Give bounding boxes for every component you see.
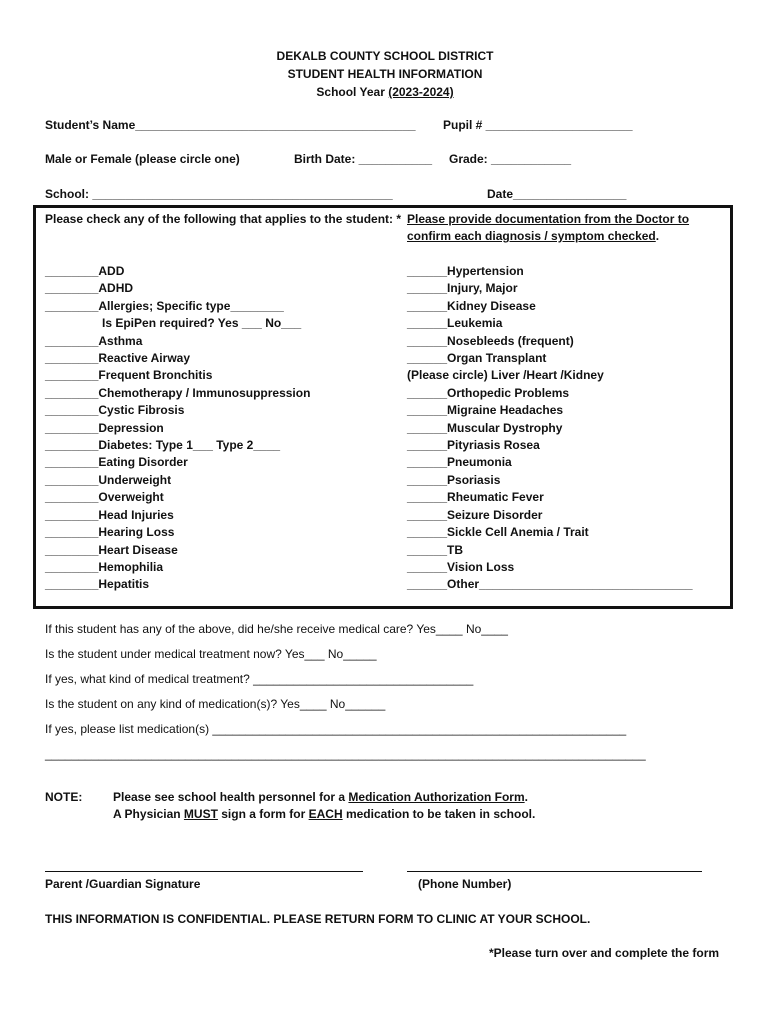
date-field[interactable]: Date_________________ <box>487 187 627 201</box>
condition-item[interactable]: ________Eating Disorder <box>45 455 188 470</box>
condition-item[interactable]: ______Muscular Dystrophy <box>407 420 563 435</box>
grade-field[interactable]: Grade: ____________ <box>449 152 572 166</box>
condition-item[interactable]: ______Pneumonia <box>407 455 512 470</box>
school-year <box>0 85 770 99</box>
condition-item[interactable]: ________Reactive Airway <box>45 351 190 366</box>
note-text: . <box>524 790 528 804</box>
condition-item[interactable]: ________ADD <box>45 264 125 278</box>
organ-circle-option[interactable]: (Please circle) Liver /Heart /Kidney <box>407 368 604 383</box>
condition-item[interactable]: ________Heart Disease <box>45 542 178 557</box>
medication-authorization-form-link[interactable]: Medication Authorization Form <box>348 790 525 804</box>
doc-note-period: . <box>655 229 660 243</box>
note-each: EACH <box>308 807 343 821</box>
condition-item[interactable]: ________Cystic Fibrosis <box>45 403 185 418</box>
condition-item[interactable]: ________Underweight <box>45 472 172 487</box>
conditions-left-column <box>45 263 310 594</box>
condition-item[interactable]: ________Overweight <box>45 490 164 505</box>
condition-item[interactable]: ________Frequent Bronchitis <box>45 368 213 383</box>
condition-item[interactable]: ______Injury, Major <box>407 281 518 296</box>
condition-item[interactable]: ______Orthopedic Problems <box>407 385 570 400</box>
condition-item[interactable]: ______Nosebleeds (frequent) <box>407 333 574 348</box>
condition-item[interactable]: ______Vision Loss <box>407 559 515 574</box>
doctor-documentation-note-line2 <box>407 229 659 243</box>
condition-item[interactable]: ______Leukemia <box>407 316 503 331</box>
condition-item[interactable]: ________Chemotherapy / Immunosuppression <box>45 385 311 400</box>
checklist-intro: Please check any of the following that applies to the student: * <box>45 212 402 226</box>
condition-item[interactable]: ______Seizure Disorder <box>407 507 543 522</box>
gender-field[interactable]: Male or Female (please circle one) <box>45 152 240 166</box>
doc-note-text: confirm each diagnosis / symptom checked <box>407 229 656 243</box>
phone-number-line[interactable] <box>407 871 702 872</box>
epipen-question[interactable]: Is EpiPen required? Yes ___ No___ <box>102 316 302 331</box>
note-line-1 <box>113 790 528 804</box>
medication-question[interactable]: Is the student on any kind of medication(s)? Yes____ No______ <box>45 697 386 711</box>
conditions-right-column <box>407 263 693 594</box>
note-text: Please see school health personnel for a <box>113 790 349 804</box>
condition-item[interactable]: ________Hepatitis <box>45 577 150 592</box>
note-text: sign a form for <box>217 807 309 821</box>
condition-item[interactable]: ________Depression <box>45 420 164 435</box>
condition-item[interactable]: ________Asthma <box>45 333 143 348</box>
medical-care-question[interactable]: If this student has any of the above, did he/she receive medical care? Yes____ No____ <box>45 622 508 636</box>
medication-list-field[interactable]: If yes, please list medication(s) ______________________________________________________________ <box>45 722 627 736</box>
condition-item[interactable]: ______Pityriasis Rosea <box>407 438 540 453</box>
condition-item[interactable]: ______Organ Transplant <box>407 351 547 366</box>
condition-item[interactable]: ______Psoriasis <box>407 472 501 487</box>
note-line-2 <box>113 807 535 821</box>
condition-item[interactable]: ________Hemophilia <box>45 559 164 574</box>
school-year-value: (2023-2024) <box>388 85 454 99</box>
condition-item[interactable]: ______Rheumatic Fever <box>407 490 544 505</box>
parent-signature-label: Parent /Guardian Signature <box>45 877 201 891</box>
condition-item[interactable]: ________Diabetes: Type 1___ Type 2____ <box>45 438 281 453</box>
pupil-number-field[interactable]: Pupil # ______________________ <box>443 118 633 132</box>
treatment-now-question[interactable]: Is the student under medical treatment now? Yes___ No_____ <box>45 647 377 661</box>
phone-number-label: (Phone Number) <box>418 877 512 891</box>
condition-item[interactable]: ______Other________________________________ <box>407 577 693 592</box>
birth-date-field[interactable]: Birth Date: ___________ <box>294 152 433 166</box>
turn-over-note: *Please turn over and complete the form <box>489 946 720 960</box>
condition-item[interactable]: ________Hearing Loss <box>45 525 175 540</box>
district-name: DEKALB COUNTY SCHOOL DISTRICT <box>276 49 494 63</box>
medication-list-continued[interactable]: __________________________________________________________________________________________ <box>45 747 646 761</box>
condition-item[interactable]: ______TB <box>407 542 464 557</box>
note-text: A Physician <box>113 807 184 821</box>
condition-item[interactable]: ______Hypertension <box>407 264 524 278</box>
note-label: NOTE: <box>45 790 83 804</box>
school-year-prefix: School Year <box>316 85 389 99</box>
condition-item[interactable]: ________Head Injuries <box>45 507 174 522</box>
confidential-notice: THIS INFORMATION IS CONFIDENTIAL. PLEASE RETURN FORM TO CLINIC AT YOUR SCHOOL. <box>45 912 591 926</box>
treatment-kind-question[interactable]: If yes, what kind of medical treatment? _________________________________ <box>45 672 474 686</box>
student-name-field[interactable]: Student’s Name__________________________________________ <box>45 118 416 132</box>
parent-signature-line[interactable] <box>45 871 363 872</box>
condition-item[interactable]: ______Sickle Cell Anemia / Trait <box>407 525 589 540</box>
note-text: medication to be taken in school. <box>342 807 536 821</box>
condition-item[interactable]: ______Migraine Headaches <box>407 403 564 418</box>
note-must: MUST <box>183 807 218 821</box>
condition-item[interactable]: ______Kidney Disease <box>407 298 536 313</box>
school-field[interactable]: School: _____________________________________________ <box>45 187 393 201</box>
doctor-documentation-note-line1: Please provide documentation from the Doctor to <box>407 212 690 226</box>
condition-item[interactable]: ________Allergies; Specific type________ <box>45 298 284 313</box>
condition-item[interactable]: ________ADHD <box>45 281 134 296</box>
form-title: STUDENT HEALTH INFORMATION <box>287 67 483 81</box>
